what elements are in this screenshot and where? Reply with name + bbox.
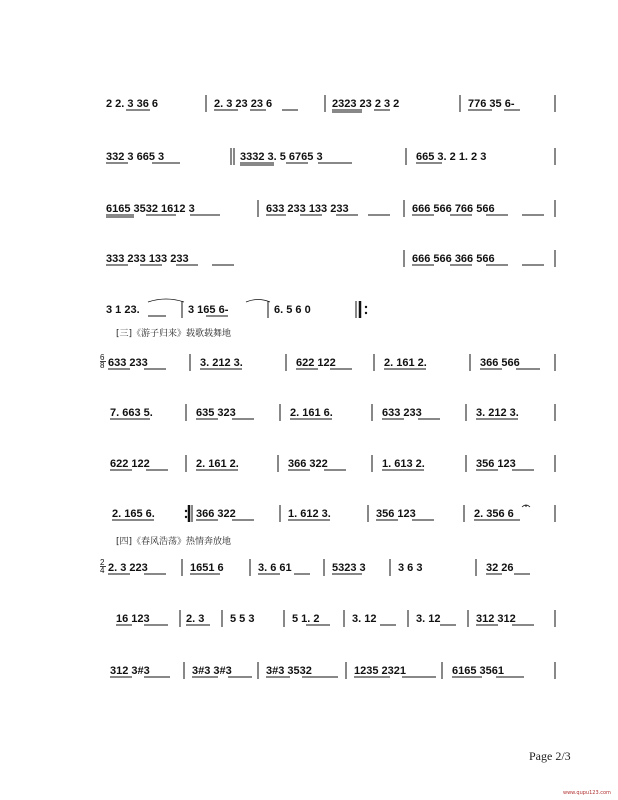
score-line-12 (100, 659, 560, 681)
notation-line-4 (100, 247, 560, 269)
measure-7-4: 633 233 (382, 407, 422, 419)
score-line-2 (100, 145, 560, 167)
notation-line-9 (100, 502, 560, 524)
measure-1-2: 2. 3 23 23 6 (214, 98, 273, 110)
measure-11-3: 5 5 3 (230, 613, 255, 625)
measure-6-4: 2. 161 2. (384, 357, 427, 369)
measure-8-3: 366 322 (288, 458, 328, 470)
measure-10-4: 5323 3 (332, 562, 366, 574)
measure-7-5: 3. 212 3. (476, 407, 519, 419)
measure-3-1: 6165 3532 1612 3 (106, 203, 195, 215)
score-line-7 (100, 401, 560, 423)
notation-line-11 (100, 607, 560, 629)
measure-9-1: 2. 165 6. (112, 508, 155, 520)
measure-10-6: 32 26 (486, 562, 514, 574)
measure-6-1: 633 233 (108, 357, 148, 369)
measure-11-2: 2. 3 (186, 613, 205, 625)
measure-12-1: 312 3#3 (110, 665, 150, 677)
measure-9-2: 366 322 (196, 508, 236, 520)
measure-4-2: 666 566 366 566 (412, 253, 495, 265)
measure-3-3: 666 566 766 566 (412, 203, 495, 215)
measure-7-3: 2. 161 6. (290, 407, 333, 419)
measure-12-2: 3#3 3#3 (192, 665, 232, 677)
measure-10-1: 2. 3 223 (108, 562, 148, 574)
measure-10-5: 3 6 3 (398, 562, 423, 574)
measure-5-2: 3 165 6- (188, 304, 229, 316)
score-line-9 (100, 502, 560, 524)
measure-5-3: 6. 5 6 0 (274, 304, 311, 316)
site-watermark: www.qupu123.com (563, 790, 611, 796)
measure-2-3: 665 3. 2 1. 2 3 (416, 151, 487, 163)
notation-line-2 (100, 145, 560, 167)
measure-11-1: 16 123 (116, 613, 150, 625)
score-line-4 (100, 247, 560, 269)
notation-line-5 (100, 298, 560, 320)
measure-3-2: 633 233 133 233 (266, 203, 349, 215)
notation-line-10 (100, 556, 560, 578)
measure-7-1: 7. 663 5. (110, 407, 153, 419)
measure-8-1: 622 122 (110, 458, 150, 470)
notation-line-12 (100, 659, 560, 681)
notation-line-6 (100, 351, 560, 373)
measure-8-4: 1. 613 2. (382, 458, 425, 470)
measure-9-5: 2. 356 6 (474, 508, 514, 520)
measure-11-4: 5 1. 2 (292, 613, 320, 625)
time-signature-2-4-top: 2 (100, 558, 105, 567)
notation-line-8 (100, 452, 560, 474)
score-line-1 (100, 92, 560, 114)
score-line-11 (100, 607, 560, 629)
measure-4-1: 333 233 133 233 (106, 253, 189, 265)
measure-1-1: 2 2. 3 36 6 (106, 98, 158, 110)
page-number: Page 2/3 (529, 749, 571, 763)
score-line-10 (100, 556, 560, 578)
notation-line-3 (100, 197, 560, 219)
section-3-title: [三]《游子归来》载歌载舞地 (116, 329, 232, 339)
measure-1-4: 776 35 6- (468, 98, 515, 110)
measure-2-2: 3332 3. 5 6765 3 (240, 151, 323, 163)
measure-2-1: 332 3 665 3 (106, 151, 165, 163)
measure-5-1: 3 1 23. (106, 304, 140, 316)
measure-12-4: 1235 2321 (354, 665, 406, 677)
measure-12-3: 3#3 3532 (266, 665, 312, 677)
section-4-title: [四]《春风浩荡》热情奔放地 (116, 537, 232, 547)
measure-11-6: 3. 12 (416, 613, 441, 625)
measure-6-5: 366 566 (480, 357, 520, 369)
notation-line-7 (100, 401, 560, 423)
measure-6-2: 3. 212 3. (200, 357, 243, 369)
score-line-3 (100, 197, 560, 219)
measure-9-4: 356 123 (376, 508, 416, 520)
score-line-8 (100, 452, 560, 474)
measure-12-5: 6165 3561 (452, 665, 504, 677)
measure-8-2: 2. 161 2. (196, 458, 239, 470)
measure-6-3: 622 122 (296, 357, 336, 369)
time-signature-6-8-bottom: 8 (100, 361, 105, 370)
score-line-6 (100, 351, 560, 373)
measure-10-2: 1651 6 (190, 562, 224, 574)
time-signature-2-4-bottom: 4 (100, 566, 105, 575)
measure-1-3: 2323 23 2 3 2 (332, 98, 400, 110)
measure-7-2: 635 323 (196, 407, 236, 419)
measure-8-5: 356 123 (476, 458, 516, 470)
measure-9-3: 1. 612 3. (288, 508, 331, 520)
notation-line-1 (100, 92, 560, 114)
measure-10-3: 3. 6 61 (258, 562, 292, 574)
measure-11-7: 312 312 (476, 613, 516, 625)
score-line-5 (100, 298, 560, 320)
measure-11-5: 3. 12 (352, 613, 377, 625)
time-signature-6-8-top: 6 (100, 353, 105, 362)
